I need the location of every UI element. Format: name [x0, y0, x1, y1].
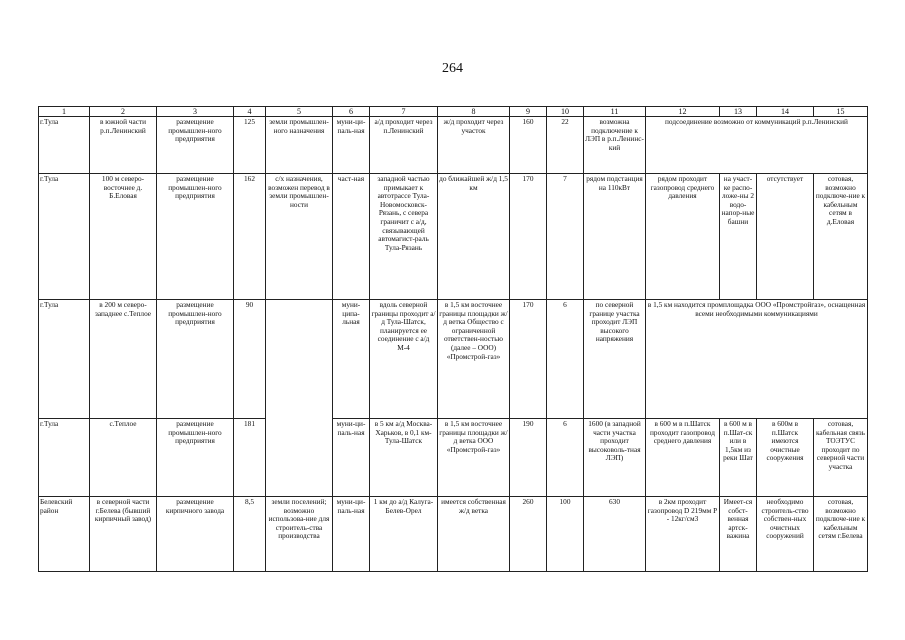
cell-ownership: муни-ципа-льная — [333, 300, 370, 419]
cell-utilities-merged: в 1,5 км находится промплощадка ООО «Промстройгаз», оснащенная всеми необходимыми коммуникациями — [646, 300, 868, 419]
cell-railway: в 1,5 км восточнее границы площадки ж/д ветка Общество с ограниченной ответствен-ностью (далее – ООО) «Промстрой-газ» — [438, 300, 510, 419]
column-header: 1 — [39, 107, 90, 117]
cell-sewage: необходимо строитель-ство собствен-ных очистных сооружений — [757, 497, 814, 572]
cell-electricity: 1600 (в западной части участка проходит высоковоль-тная ЛЭП) — [584, 419, 646, 497]
cell-land-category: с/х назначения, возможен перевод в земли промышлен-ности — [266, 174, 333, 300]
cell-communications: сотовая, возможно подключе-ние к кабельным сетям в д.Еловая — [814, 174, 868, 300]
cell-road: в 5 км а/д Москва-Харьков, в 0,1 км-Тула-Шатск — [370, 419, 438, 497]
cell-water: в 600 м в п.Шат-ск или в 1,5км из реки Шат — [720, 419, 757, 497]
cell-ownership: муни-ци-паль-ная — [333, 419, 370, 497]
cell-purpose: размещение промышлен-ного предприятия — [157, 174, 234, 300]
cell-area: 125 — [234, 117, 266, 174]
cell-col10: 6 — [547, 300, 584, 419]
cell-road: 1 км до а/д Калуга-Белев-Орел — [370, 497, 438, 572]
cell-railway: ж/д проходит через участок — [438, 117, 510, 174]
cell-land-category — [266, 300, 333, 497]
cell-railway: в 1,5 км восточнее границы площадки ж/д ветка ООО «Промстрой-газ» — [438, 419, 510, 497]
cell-area: 8,5 — [234, 497, 266, 572]
column-header: 4 — [234, 107, 266, 117]
column-header: 9 — [510, 107, 547, 117]
column-header: 3 — [157, 107, 234, 117]
cell-ownership: муни-ци-паль-ная — [333, 117, 370, 174]
cell-communications: сотовая, возможно подключе-ние к кабельным сетям г.Белева — [814, 497, 868, 572]
cell-col10: 7 — [547, 174, 584, 300]
column-header: 8 — [438, 107, 510, 117]
cell-ownership: част-ная — [333, 174, 370, 300]
column-header: 7 — [370, 107, 438, 117]
cell-electricity: по северной границе участка проходит ЛЭП высокого напряжения — [584, 300, 646, 419]
table-row — [39, 419, 868, 497]
cell-railway: имеется собственная ж/д ветка — [438, 497, 510, 572]
cell-water: Имеет-ся собст-венная артск-важина — [720, 497, 757, 572]
cell-site: с.Теплое — [90, 419, 157, 497]
cell-gas: в 600 м в п.Шатск проходит газопровод среднего давления — [646, 419, 720, 497]
table-header-row — [39, 107, 868, 117]
cell-location: Белевский район — [39, 497, 90, 572]
cell-area: 181 — [234, 419, 266, 497]
column-header: 10 — [547, 107, 584, 117]
cell-site: 100 м северо-восточнее д. Б.Еловая — [90, 174, 157, 300]
cell-purpose: размещение кирпичного завода — [157, 497, 234, 572]
cell-land-category: земли промышлен-ного назначения — [266, 117, 333, 174]
table-row — [39, 300, 868, 419]
cell-col10: 22 — [547, 117, 584, 174]
column-header: 12 — [646, 107, 720, 117]
page-number: 264 — [442, 61, 463, 76]
cell-gas: в 2км проходит газопровод D 219мм Р - 12кг/см3 — [646, 497, 720, 572]
cell-col9: 190 — [510, 419, 547, 497]
cell-electricity: возможна подключение к ЛЭП в р.п.Ленинс-кий — [584, 117, 646, 174]
column-header: 15 — [814, 107, 868, 117]
cell-electricity: 630 — [584, 497, 646, 572]
cell-road: вдоль северной границы проходит а/д Тула-Шатск, планируется ее соединение с а/д М-4 — [370, 300, 438, 419]
column-header: 6 — [333, 107, 370, 117]
table-row — [39, 117, 868, 174]
cell-road: западной частью примыкает к автотрассе Тула-Новомосковск-Рязань, с севера граничит с а/д, связывающей автомагист-раль Тула-Рязань — [370, 174, 438, 300]
cell-site: в северной части г.Белева (бывший кирпичный завод) — [90, 497, 157, 572]
cell-land-category: земли поселений; возможно использова-ние для строитель-ства производства — [266, 497, 333, 572]
cell-location: г.Тула — [39, 117, 90, 174]
column-header: 11 — [584, 107, 646, 117]
cell-gas: рядом проходит газопровод среднего давления — [646, 174, 720, 300]
cell-railway: до ближайшей ж/д 1,5 км — [438, 174, 510, 300]
column-header: 2 — [90, 107, 157, 117]
column-header: 14 — [757, 107, 814, 117]
cell-utilities-merged: подсоединение возможно от коммуникаций р.п.Ленинский — [646, 117, 868, 174]
investment-sites-table — [38, 106, 868, 572]
cell-location: г.Тула — [39, 419, 90, 497]
cell-col9: 170 — [510, 174, 547, 300]
cell-electricity: рядом подстанция на 110кВт — [584, 174, 646, 300]
cell-col9: 170 — [510, 300, 547, 419]
cell-purpose: размещение промышлен-ного предприятия — [157, 300, 234, 419]
column-header: 5 — [266, 107, 333, 117]
table-row — [39, 174, 868, 300]
cell-sewage: отсутствует — [757, 174, 814, 300]
table-row — [39, 497, 868, 572]
cell-ownership: муни-ци-паль-ная — [333, 497, 370, 572]
cell-col9: 260 — [510, 497, 547, 572]
cell-location: г.Тула — [39, 300, 90, 419]
cell-location: г.Тула — [39, 174, 90, 300]
cell-area: 90 — [234, 300, 266, 419]
cell-site: в южной части р.п.Ленинский — [90, 117, 157, 174]
cell-communications: сотовая, кабельная связь ТОЭТУС проходит по северной части участка — [814, 419, 868, 497]
column-header: 13 — [720, 107, 757, 117]
cell-water: на участ-ке распо-ложе-ны 2 водо-напор-ные башни — [720, 174, 757, 300]
cell-col9: 160 — [510, 117, 547, 174]
cell-purpose: размещение промышлен-ного предприятия — [157, 419, 234, 497]
cell-sewage: в 600м в п.Шатск имеются очистные сооружения — [757, 419, 814, 497]
cell-road: а/д проходит через п.Ленинский — [370, 117, 438, 174]
cell-site: в 200 м северо-западнее с.Теплое — [90, 300, 157, 419]
cell-col10: 6 — [547, 419, 584, 497]
cell-purpose: размещение промышлен-ного предприятия — [157, 117, 234, 174]
cell-col10: 100 — [547, 497, 584, 572]
cell-area: 162 — [234, 174, 266, 300]
